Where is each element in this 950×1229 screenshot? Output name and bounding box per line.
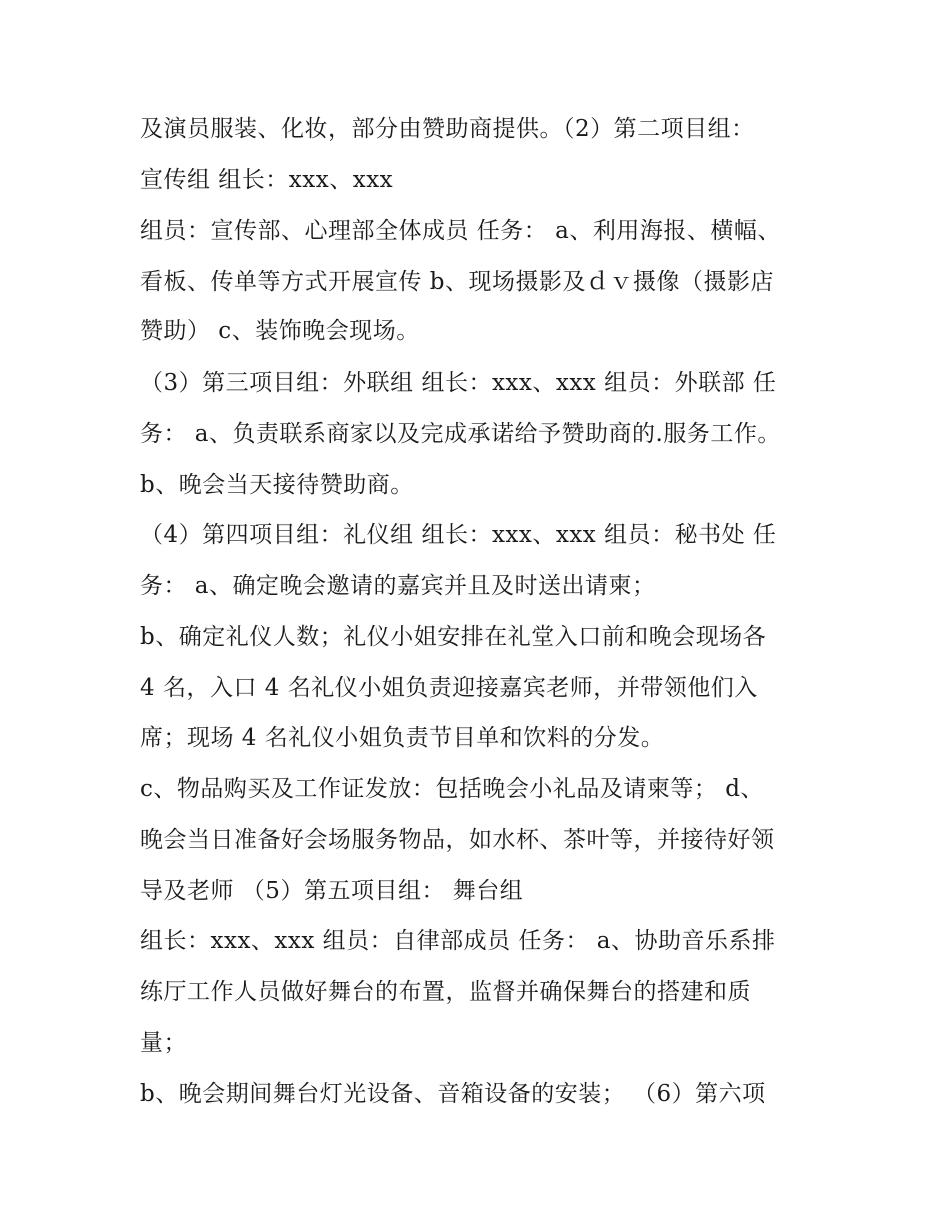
text-line: b、确定礼仪人数；礼仪小姐安排在礼堂入口前和晚会现场各 [140,624,767,650]
text-line: b、晚会当天接待赞助商。 [140,472,414,498]
text-line: 量； [140,1030,187,1056]
text-line: c、物品购买及工作证发放：包括晚会小礼品及请柬等； d、 [140,776,764,802]
text-line: 赞助） c、装饰晚会现场。 [140,318,420,344]
text-line: 务： a、确定晚会邀请的嘉宾并且及时送出请柬； [140,573,656,599]
text-line: 4 名，入口 4 名礼仪小姐负责迎接嘉宾老师，并带领他们入 [140,675,758,701]
text-line: b、晚会期间舞台灯光设备、音箱设备的安装； （6）第六项 [140,1081,766,1107]
text-line: 宣传组 组长：xxx、xxx [140,167,394,193]
text-line: 组员：宣传部、心理部全体成员 任务： a、利用海报、横幅、 [140,218,781,244]
text-line: 看板、传单等方式开展宣传 b、现场摄影及ｄｖ摄像（摄影店 [140,269,775,295]
text-line: （4）第四项目组：礼仪组 组长：xxx、xxx 组员：秘书处 任 [140,522,777,548]
text-line: 练厅工作人员做好舞台的布置，监督并确保舞台的搭建和质 [140,979,751,1005]
text-line: 及演员服装、化妆，部分由赞助商提供。（2）第二项目组： [140,116,755,142]
text-line: 晚会当日准备好会场服务物品，如水杯、茶叶等，并接待好领 [140,827,775,853]
text-line: （3）第三项目组：外联组 组长：xxx、xxx 组员：外联部 任 [140,370,777,396]
text-line: 务： a、负责联系商家以及完成承诺给予赞助商的.服务工作。 [140,421,781,447]
text-line: 组长：xxx、xxx 组员：自律部成员 任务： a、协助音乐系排 [140,928,776,954]
text-line: 席；现场 4 名礼仪小姐负责节目单和饮料的分发。 [140,725,665,751]
text-line: 导及老师 （5）第五项目组： 舞台组 [140,878,524,904]
